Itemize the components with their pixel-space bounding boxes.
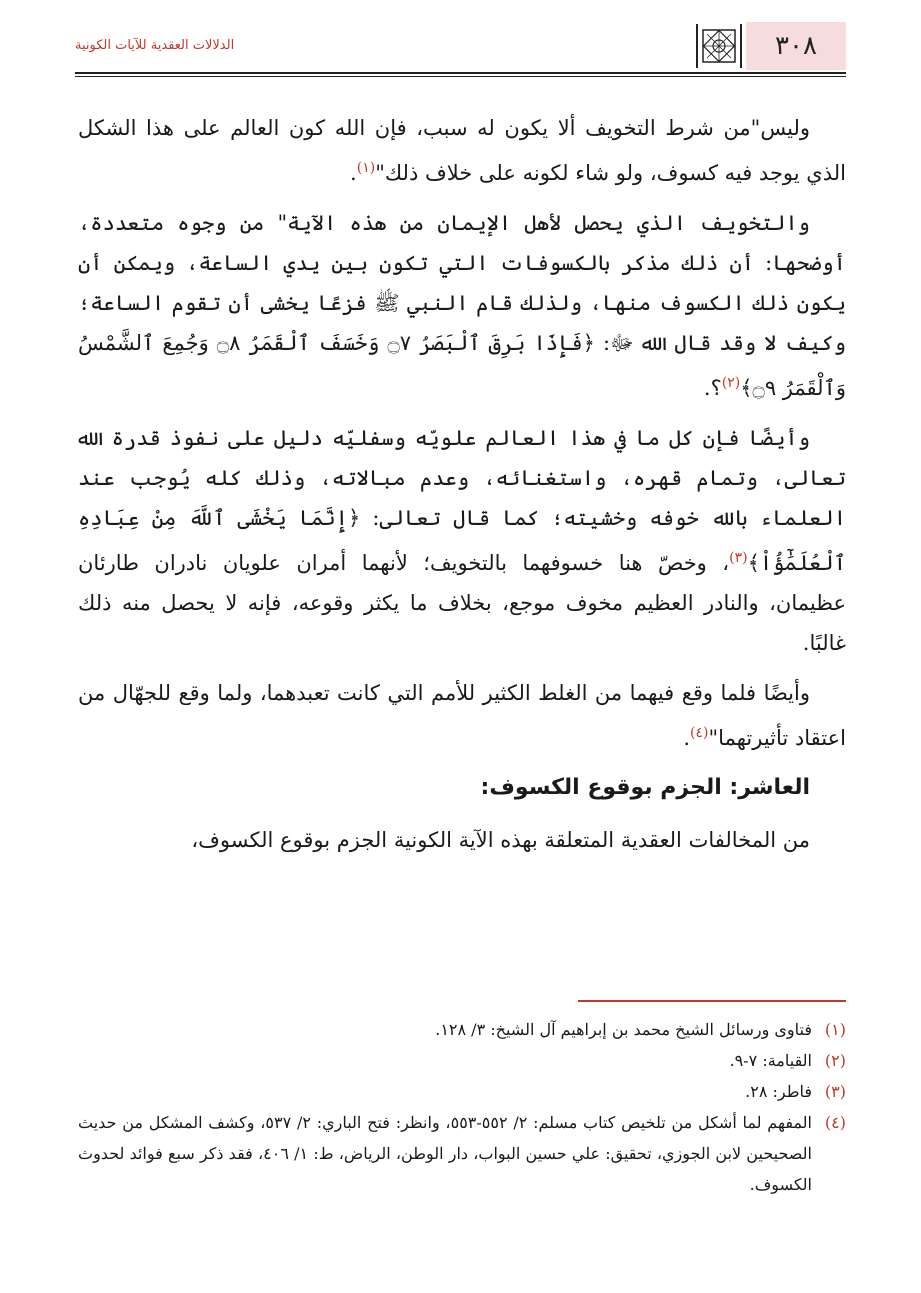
paragraph-2: والتخويف الذي يحصل لأهل الإيمان من هذه الآية" من وجوه متعددة، أوضحها: أن ذلك مذكر بالكسوفات التي تكون بين يدي الساعة، ويمكن أن يكون ذلك الكسوف منها، ولذلك قام النبي ﷺ فزعًا يخشى أن تقوم الساعة؛ وكيف لا وقد قال الله ﷻ: ﴿فَإِذَا بَرِقَ ٱلْبَصَرُ ۝٧ وَخَسَفَ ٱلْقَمَرُ ۝٨ وَجُمِعَ ٱلشَّمْسُ وَٱلْقَمَرُ ۝٩﴾$^{(٢)}$؟. bbox=[78, 211, 847, 400]
footnote-1 bbox=[78, 1014, 846, 1045]
arabesque-ornament-icon bbox=[696, 24, 742, 68]
footnote-text: المفهم لما أشكل من تلخيص كتاب مسلم: ٢/ ٥٥٢-٥٥٣، وانظر: فتح الباري: ٢/ ٥٣٧، وكشف المشكل من حديث الصحيحين لابن الجوزي، تحقيق: علي حسين البواب، دار الوطن، الرياض، ط: ١/ ٤٠٦، فقد ذكر سبع فوائد لحدوث الكسوف. bbox=[78, 1113, 812, 1194]
page-header bbox=[75, 22, 846, 72]
header-rule-thin bbox=[75, 76, 846, 77]
footnote-3 bbox=[78, 1076, 846, 1107]
footnote-number: (٣) bbox=[824, 1082, 846, 1101]
paragraph-3: وأيضًا فإن كل ما في هذا العالم علويّه وسفليّه دليل على نفوذ قدرة الله تعالى، وتمام قهره، واستغنائه، وعدم مبالاته، وذلك كله يُوجب عند العلماء بالله خوفه وخشيته؛ كما قال تعالى: ﴿إِنَّمَا يَخْشَى ٱللَّهَ مِنْ عِبَادِهِ ٱلْعُلَمَٰٓؤُاْ﴾$^{(٣)}$، وخصّ هنا خسوفهما بالتخويف؛ لأنهما أمران علويان نادران طارئان عظيمان، والنادر العظيم مخوف موجع، بخلاف ما يكثر وقوعه، فإنه لا يحصل منه ذلك غالبًا. bbox=[78, 426, 846, 655]
footnote-4 bbox=[78, 1107, 846, 1200]
footnotes bbox=[78, 1014, 846, 1200]
footnote-ref-1[interactable]: (١) bbox=[356, 160, 376, 176]
running-title: الدلالات العقدية للآيات الكونية bbox=[75, 38, 235, 53]
footnote-ref-2[interactable]: (٢) bbox=[721, 375, 741, 391]
main-text bbox=[78, 108, 846, 870]
section-heading: العاشر: الجزم بوقوع الكسوف: bbox=[480, 775, 810, 800]
footnote-separator bbox=[578, 1000, 846, 1002]
header-rule bbox=[75, 72, 846, 74]
paragraph-1: وليس"من شرط التخويف ألا يكون له سبب، فإن الله كون العالم على هذا الشكل الذي يوجد فيه كسوف، ولو شاء لكونه على خلاف ذلك"$^{(١)}$. bbox=[78, 116, 846, 185]
footnote-ref-4[interactable]: (٤) bbox=[690, 725, 709, 741]
footnote-text: القيامة: ٧-٩. bbox=[729, 1051, 812, 1070]
paragraph-4: وأيضًا فلما وقع فيهما من الغلط الكثير للأمم التي كانت تعبدهما، ولما وقع للجهّال من اعتقاد تأثيرتهما"$^{(٤)}$. bbox=[78, 681, 846, 750]
footnote-number: (١) bbox=[824, 1020, 846, 1039]
footnote-2 bbox=[78, 1045, 846, 1076]
footnote-number: (٢) bbox=[824, 1051, 846, 1070]
footnote-number: (٤) bbox=[824, 1113, 846, 1132]
page-number: ٣٠٨ bbox=[746, 22, 846, 70]
footnote-ref-3[interactable]: (٣) bbox=[729, 550, 748, 566]
footnote-text: فتاوى ورسائل الشيخ محمد بن إبراهيم آل الشيخ: ٣/ ١٢٨. bbox=[435, 1020, 812, 1039]
paragraph-5: من المخالفات العقدية المتعلقة بهذه الآية الكونية الجزم بوقوع الكسوف، bbox=[191, 828, 810, 852]
footnote-text: فاطر: ٢٨. bbox=[745, 1082, 812, 1101]
